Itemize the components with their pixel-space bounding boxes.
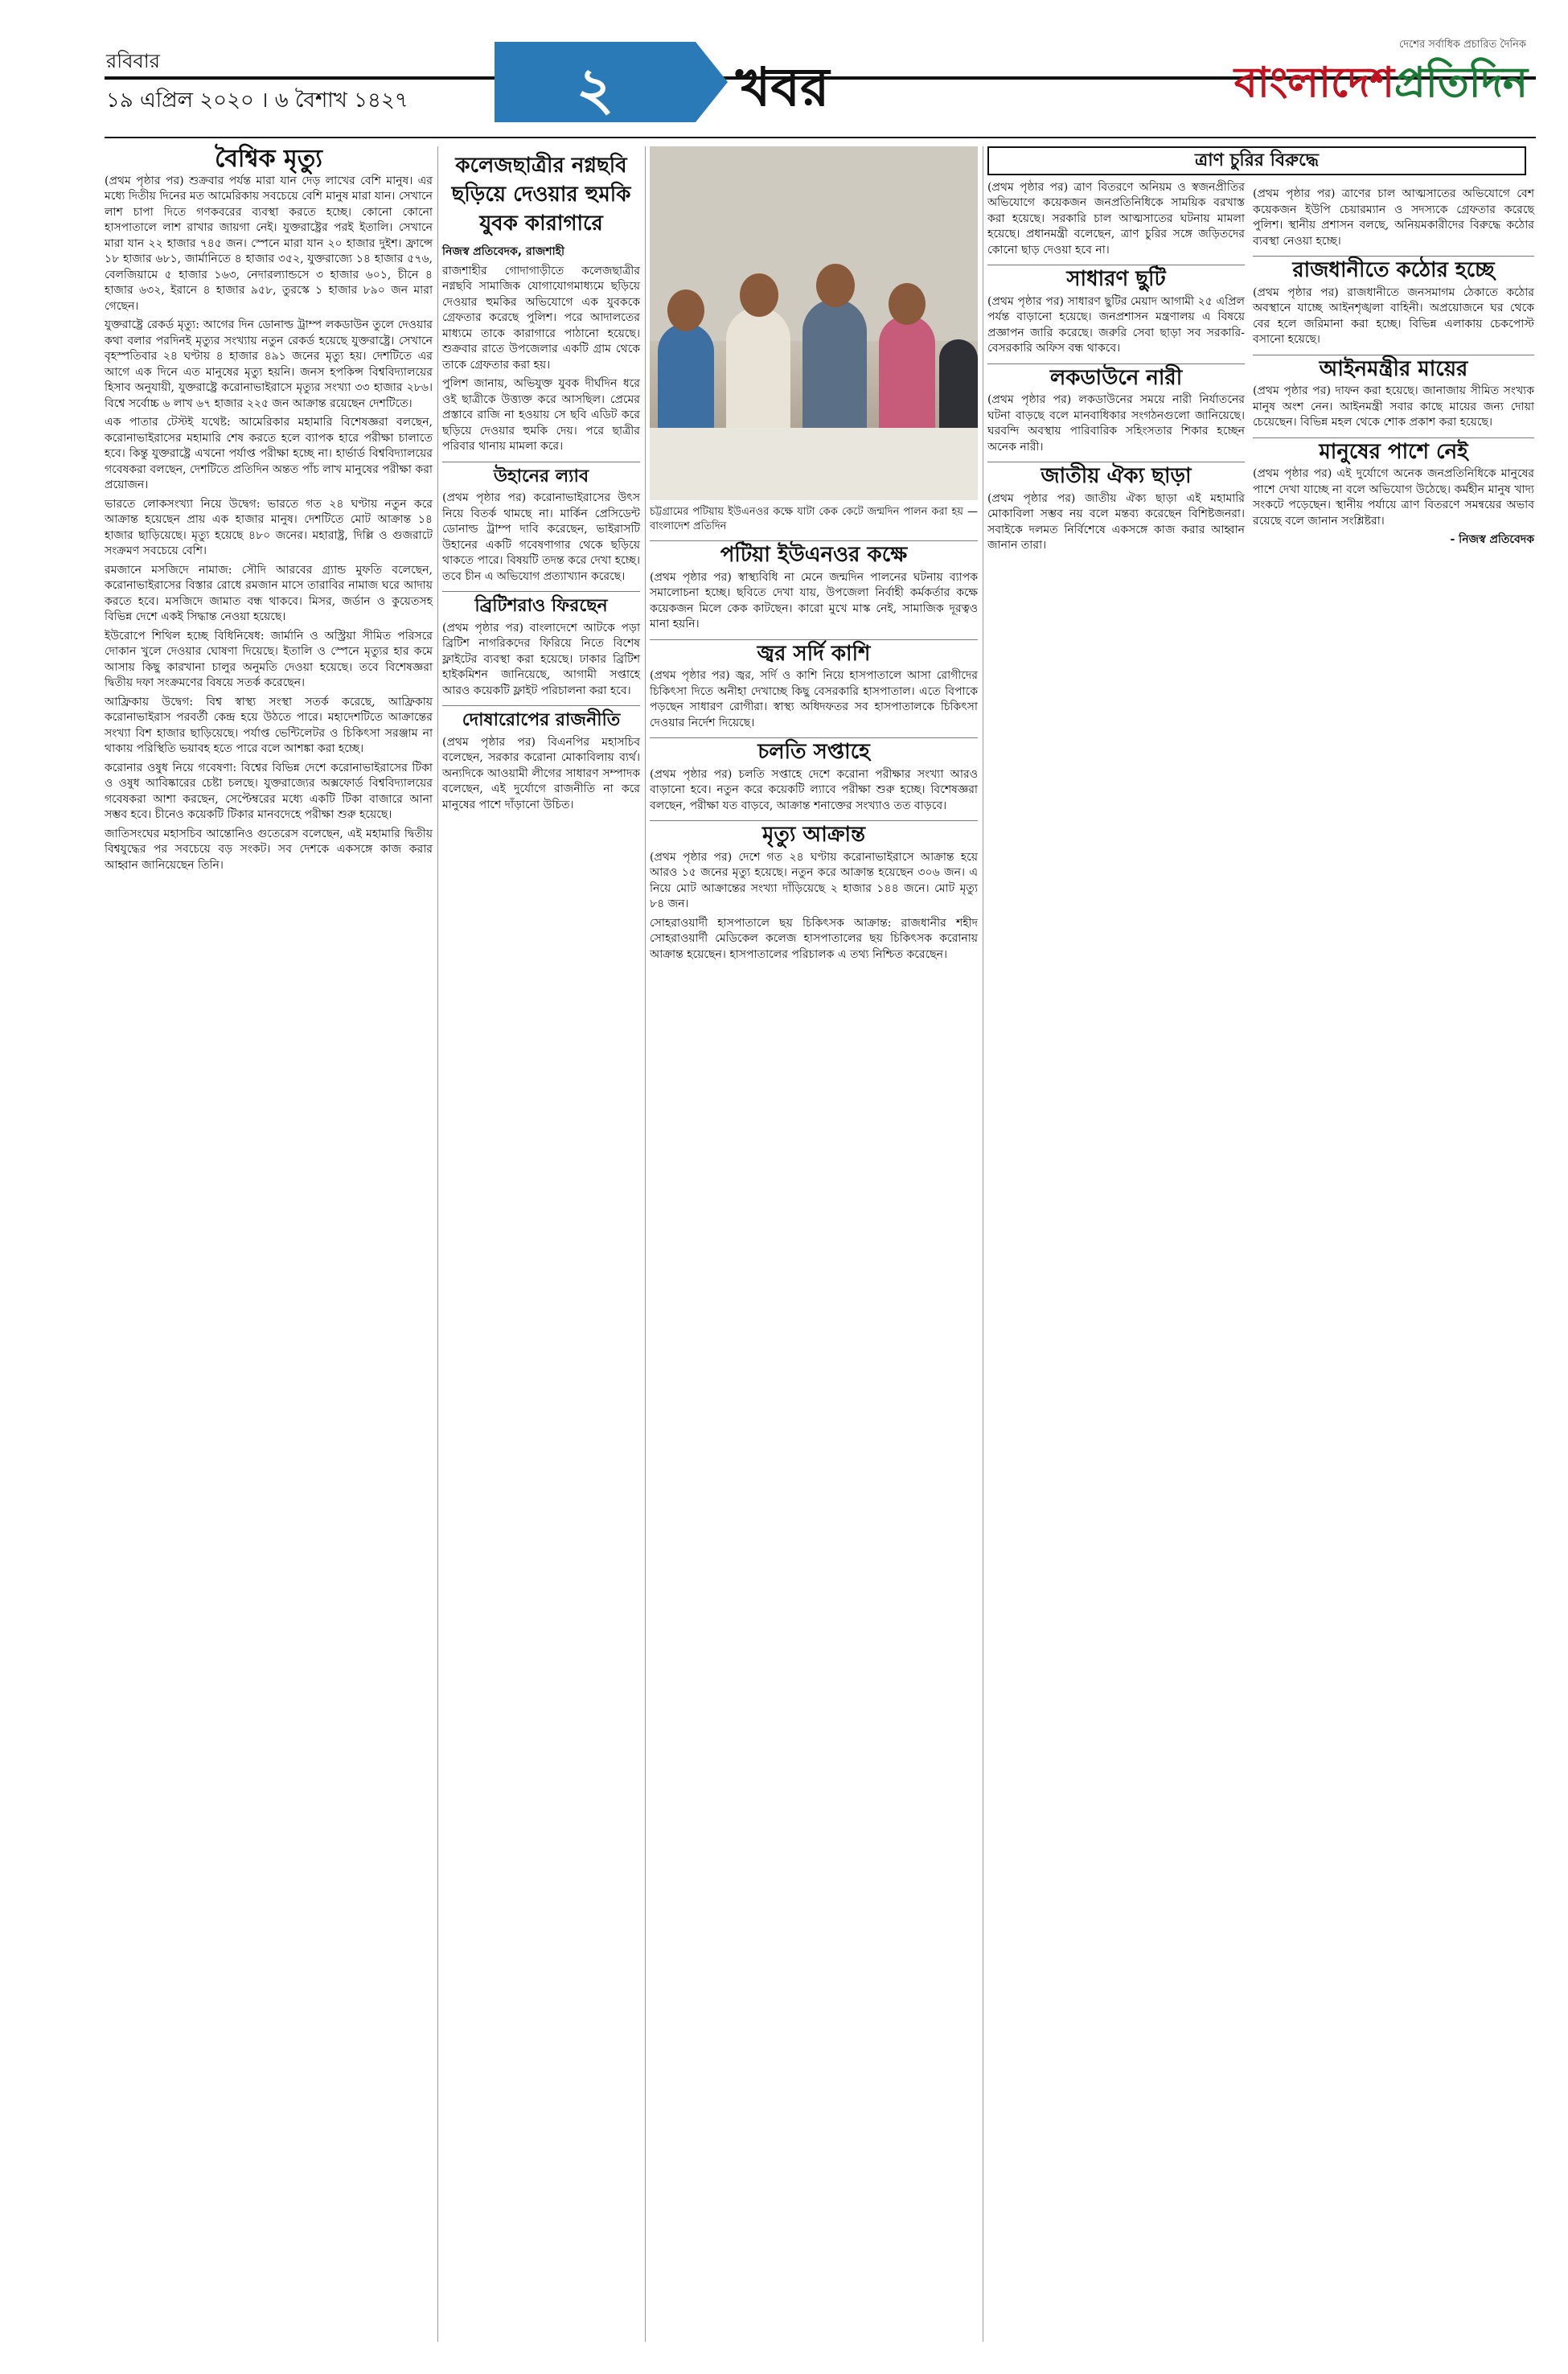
article-paragraph: (প্রথম পৃষ্ঠার পর) জ্বর, সর্দি ও কাশি নিয়ে হাসপাতালে আসা রোগীদের চিকিৎসা দিতে অনীহা দেখাচ্ছে কিছু বেসরকারি হাসপাতাল। এতে বিপাকে পড়ছেন সাধারণ রোগীরা। স্বাস্থ্য অধিদফতর সব হাসপাতালকে চিকিৎসা দেওয়ার নির্দেশ দিয়েছে। [650,669,978,729]
headline-this-week: চলতি সপ্তাহে [757,740,870,764]
column-divider [437,146,438,2342]
article-column-3 [650,146,978,966]
photo-person-head [667,290,704,331]
headline-capital-strict: রাজধানীতে কঠোর হচ্ছে [1292,258,1495,282]
article-paragraph: (প্রথম পৃষ্ঠার পর) ত্রাণ বিতরণে অনিয়ম ও স্বজনপ্রীতির অভিযোগে কয়েকজন জনপ্রতিনিধিকে সাময়িক বরখাস্ত করা হয়েছে। সরকারি চাল আত্মসাতের ঘটনায় মামলা হয়েছে। প্রধানমন্ত্রী বলেছেন, ত্রাণ চুরির সঙ্গে জড়িতদের কোনো ছাড় দেওয়া হবে না। [987,180,1245,257]
logo-part2: প্রতিদিন [1394,59,1528,107]
section-title: খবর [736,55,830,118]
article-paragraph: (প্রথম পৃষ্ঠার পর) বিএনপির মহাসচিব বলেছেন, সরকার করোনা মোকাবিলায় ব্যর্থ। অন্যদিকে আওয়ামী লীগের সাধারণ সম্পাদক বলেছেন, এই দুর্যোগে রাজনীতি না করে মানুষের পাশে দাঁড়ানো উচিত। [442,735,640,811]
article-column-5 [1253,187,1534,552]
article-paragraph: (প্রথম পৃষ্ঠার পর) বাংলাদেশে আটকে পড়া ব্রিটিশ নাগরিকদের ফিরিয়ে নিতে বিশেষ ফ্লাইটের ব্যবস্থা করা হয়েছে। ঢাকার ব্রিটিশ হাইকমিশন জানিয়েছে, আগামী সপ্তাহে আরও কয়েকটি ফ্লাইট পরিচালনা করা হবে। [442,621,640,697]
article-paragraph: ইউরোপে শিথিল হচ্ছে বিধিনিষেধ: জার্মানি ও অস্ট্রিয়া সীমিত পরিসরে দোকান খুলে দেওয়ার ঘোষণা দিয়েছে। ইতালি ও স্পেনে মৃত্যুর হার কমে আসায় কিছু কারখানা চালুর অনুমতি দেওয়া হয়েছে। তবে বিশেষজ্ঞরা দ্বিতীয় দফা সংক্রমণের বিষয়ে সতর্ক করেছেন। [105,629,433,689]
headline-general-holiday: সাধারণ ছুটি [1066,267,1166,291]
page-number: ২ [576,54,614,122]
divider [1253,256,1534,257]
divider [1253,437,1534,438]
headline-global-deaths: বৈশ্বিক মৃত্যু [215,145,322,173]
photo-person-head [889,283,926,325]
article-paragraph: (প্রথম পৃষ্ঠার পর) দাফন করা হয়েছে। জানাজায় সীমিত সংখ্যক মানুষ অংশ নেন। আইনমন্ত্রী সবার কাছে মায়ের জন্য দোয়া চেয়েছেন। বিভিন্ন মহল থেকে শোক প্রকাশ করা হয়েছে। [1253,384,1534,429]
divider [442,591,640,592]
headline-national-unity: জাতীয় ঐক্য ছাড়া [1041,464,1192,488]
divider [650,639,978,640]
issue-date: ১৯ এপ্রিল ২০২০ । ৬ বৈশাখ ১৪২৭ [106,88,408,113]
page-number-box [495,42,696,122]
article-paragraph: করোনার ওষুধ নিয়ে গবেষণা: বিশ্বের বিভিন্ন দেশে করোনাভাইরাসের টিকা ও ওষুধ আবিষ্কারের চেষ্টা চলছে। যুক্তরাজ্যের অক্সফোর্ড বিশ্ববিদ্যালয়ের গবেষকরা আশা করছেন, সেপ্টেম্বরের মধ্যে একটি টিকা বাজারে আনা সম্ভব হবে। চীনেও কয়েকটি টিকার মানবদেহে পরীক্ষা শুরু হয়েছে। [105,761,433,821]
photo-person-head [740,273,778,317]
masthead-rule-bottom [105,137,1536,138]
divider [650,820,978,821]
article-paragraph: এক পাতার টেস্টই যথেষ্ট: আমেরিকার মহামারি বিশেষজ্ঞরা বলছেন, করোনাভাইরাসের মহামারি শেষ করতে হলে ব্যাপক হারে পরীক্ষা চালাতে হবে। কিন্তু যুক্তরাষ্ট্রে এখনো পর্যাপ্ত পরীক্ষা হচ্ছে না। হার্ভার্ড বিশ্ববিদ্যালয়ের গবেষকরা বলছেন, দেশটিতে প্রতিদিন অন্তত পাঁচ লাখ মানুষের পরীক্ষা করা প্রয়োজন। [105,416,433,491]
headline-fever-cold-cough: জ্বর সর্দি কাশি [757,641,871,666]
divider [650,540,978,541]
article-paragraph: (প্রথম পৃষ্ঠার পর) সাধারণ ছুটির মেয়াদ আগামী ২৫ এপ্রিল পর্যন্ত বাড়ানো হয়েছে। জনপ্রশাসন মন্ত্রণালয় এ বিষয়ে প্রজ্ঞাপন জারি করেছে। জরুরি সেবা ছাড়া সব সরকারি-বেসরকারি অফিস বন্ধ থাকবে। [987,294,1245,355]
article-paragraph: (প্রথম পৃষ্ঠার পর) লকডাউনের সময়ে নারী নির্যাতনের ঘটনা বাড়ছে বলে মানবাধিকার সংগঠনগুলো জানিয়েছে। ঘরবন্দি অবস্থায় পারিবারিক সহিংসতার শিকার হচ্ছেন অনেক নারী। [987,393,1245,454]
article-paragraph: জাতিসংঘের মহাসচিব আন্তোনিও গুতেরেস বলেছেন, এই মহামারি দ্বিতীয় বিশ্বযুদ্ধের পর সবচেয়ে বড় সংকট। সব দেশকে একসঙ্গে কাজ করার আহ্বান জানিয়েছেন তিনি। [105,827,433,872]
issue-day: রবিবার [106,50,160,72]
article-paragraph: (প্রথম পৃষ্ঠার পর) চলতি সপ্তাহে দেশে করোনা পরীক্ষার সংখ্যা আরও বাড়ানো হবে। নতুন করে কয়েকটি ল্যাবে পরীক্ষা শুরু হচ্ছে। বিশেষজ্ঞরা বলছেন, পরীক্ষা যত বাড়বে, আক্রান্ত শনাক্তের সংখ্যাও তত বাড়বে। [650,767,978,812]
news-photo-birthday-cake [650,146,978,500]
logo-tagline: দেশের সর্বাধিক প্রচারিত দৈনিক [1398,39,1526,51]
photo-person-head [816,264,855,307]
divider [650,737,978,738]
article-paragraph: সোহরাওয়ার্দী হাসপাতালে ছয় চিকিৎসক আক্রান্ত: রাজধানীর শহীদ সোহরাওয়ার্দী মেডিকেল কলেজ হাসপাতালের ছয় চিকিৎসক করোনায় আক্রান্ত হয়েছেন। হাসপাতালের পরিচালক এ তথ্য নিশ্চিত করেছেন। [650,916,978,961]
byline: নিজস্ব প্রতিবেদক, রাজশাহী [442,245,564,258]
article-paragraph: পুলিশ জানায়, অভিযুক্ত যুবক দীর্ঘদিন ধরে ওই ছাত্রীকে উত্ত্যক্ত করে আসছিল। প্রেমের প্রস্তাবে রাজি না হওয়ায় সে ছবি এডিট করে ছড়িয়ে দেওয়ার হুমকি দেয়। পরে ছাত্রীর পরিবার থানায় মামলা করে। [442,377,640,453]
article-global-deaths [105,146,433,877]
article-paragraph: (প্রথম পৃষ্ঠার পর) জাতীয় ঐক্য ছাড়া এই মহামারি মোকাবিলা সম্ভব নয় বলে মন্তব্য করেছেন বিশিষ্টজনরা। সবাইকে দলমত নির্বিশেষে একসঙ্গে কাজ করার আহ্বান জানান তারা। [987,491,1245,552]
photo-table [650,428,978,500]
headline-women-lockdown: লকডাউনে নারী [1049,365,1183,390]
headline-not-beside-people: মানুষের পাশে নেই [1319,439,1468,464]
headline-death-infected: মৃত্যু আক্রান্ত [761,823,866,847]
article-paragraph: (প্রথম পৃষ্ঠার পর) রাজধানীতে জনসমাগম ঠেকাতে কঠোর অবস্থানে যাচ্ছে আইনশৃঙ্খলা বাহিনী। অপ্রয়োজনে ঘর থেকে বের হলে জরিমানা করা হচ্ছে। বিভিন্ন এলাকায় চেকপোস্ট বসানো হয়েছে। [1253,285,1534,346]
article-column-2 [442,146,640,816]
byline: - নিজস্ব প্রতিবেদক [1450,533,1534,546]
headline-relief-theft: ত্রাণ চুরির বিরুদ্ধে [987,146,1526,175]
logo-part1: বাংলাদেশ [1233,59,1395,107]
headline-wuhan-lab: উহানের ল্যাব [493,466,589,487]
divider [442,705,640,706]
article-paragraph: আফ্রিকায় উদ্বেগ: বিশ্ব স্বাস্থ্য সংস্থা সতর্ক করেছে, আফ্রিকায় করোনাভাইরাস পরবর্তী কেন্দ্র হয়ে উঠতে পারে। মহাদেশটিতে আক্রান্তের সংখ্যা বিশ হাজার ছাড়িয়েছে। পর্যাপ্ত ভেন্টিলেটর ও চিকিৎসা সরঞ্জাম না থাকায় পরিস্থিতি ভয়াবহ হতে পারে বলে আশঙ্কা করা হচ্ছে। [105,695,433,755]
article-paragraph: (প্রথম পৃষ্ঠার পর) দেশে গত ২৪ ঘণ্টায় করোনাভাইরাসে আক্রান্ত হয়ে আরও ১৫ জনের মৃত্যু হয়েছে। নতুন করে আক্রান্ত হয়েছেন ৩০৬ জন। এ নিয়ে মোট আক্রান্তের সংখ্যা দাঁড়িয়েছে ২ হাজার ১৪৪ জনে। মোট মৃত্যু ৮৪ জন। [650,850,978,910]
article-paragraph: (প্রথম পৃষ্ঠার পর) স্বাস্থ্যবিধি না মেনে জন্মদিন পালনের ঘটনায় ব্যাপক সমালোচনা হচ্ছে। ছবিতে দেখা যায়, উপজেলা নির্বাহী কর্মকর্তার কক্ষে কয়েকজন মিলে কেক কাটছেন। কারো মুখে মাস্ক নেই, সামাজিক দূরত্বও মানা হয়নি। [650,570,978,630]
column-divider [645,146,646,2342]
article-paragraph: যুক্তরাষ্ট্রে রেকর্ড মৃত্যু: আগের দিন ডোনাল্ড ট্রাম্প লকডাউন তুলে দেওয়ার কথা বলার পরদিনই মৃত্যুর সংখ্যায় নতুন রেকর্ড হয়েছে যুক্তরাষ্ট্রে। সেখানে বৃহস্পতিবার ২৪ ঘণ্টায় ৪ হাজার ৪৯১ জনের মৃত্যু হয়। দেশটিতে এর আগে এক দিনে এত মানুষের মৃত্যু হয়নি। জনস হপকিন্স বিশ্ববিদ্যালয়ের হিসাব অনুযায়ী, যুক্তরাষ্ট্রে করোনাভাইরাসে মৃত্যুর সংখ্যা ৩৩ হাজার ২৮৬। বিশ্বে সর্বোচ্চ ৬ লাখ ৬৭ হাজার ২২৫ জন আক্রান্ত রয়েছেন দেশটিতে। [105,318,433,410]
newspaper-logo [1234,50,1528,120]
headline-british-return: ব্রিটিশরাও ফিরছেন [474,596,608,616]
article-paragraph: (প্রথম পৃষ্ঠার পর) এই দুর্যোগে অনেক জনপ্রতিনিধিকে মানুষের পাশে দেখা যাচ্ছে না বলে অভিযোগ উঠেছে। কর্মহীন মানুষ খাদ্য সংকটে পড়েছেন। স্থানীয় পর্যায়ে ত্রাণ বিতরণে সমন্বয়ের অভাব রয়েছে বলে জানান সংশ্লিষ্টরা। [1253,467,1534,528]
article-column-4 [987,146,1319,557]
article-paragraph: ভারতে লোকসংখ্যা নিয়ে উদ্বেগ: ভারতে গত ২৪ ঘণ্টায় নতুন করে আক্রান্ত হয়েছেন প্রায় এক হাজার মানুষ। দেশটিতে মোট আক্রান্ত ১৪ হাজার ছাড়িয়েছে। মৃত্যু হয়েছে ৪৮০ জনের। মহারাষ্ট্র, দিল্লি ও গুজরাটে সংক্রমণ সবচেয়ে বেশি। [105,497,433,557]
article-paragraph: রমজানে মসজিদে নামাজ: সৌদি আরবের গ্র্যান্ড মুফতি বলেছেন, করোনাভাইরাসের বিস্তার রোধে রমজান মাসে তারাবির নামাজ ঘরে আদায় করতে হবে। মসজিদে জামাত বন্ধ থাকবে। মিসর, জর্ডান ও কুয়েতসহ বিভিন্ন দেশে একই সিদ্ধান্ত নেওয়া হয়েছে। [105,563,433,623]
article-paragraph: রাজশাহীর গোদাগাড়ীতে কলেজছাত্রীর নগ্নছবি সামাজিক যোগাযোগমাধ্যমে ছড়িয়ে দেওয়ার হুমকির অভিযোগে এক যুবককে গ্রেফতার করেছে পুলিশ। পরে আদালতের মাধ্যমে তাকে কারাগারে পাঠানো হয়েছে। শুক্রবার রাতে উপজেলার একটি গ্রাম থেকে তাকে গ্রেফতার করা হয়। [442,264,640,372]
headline-college-student: কলেজছাত্রীর নগ্নছবি ছড়িয়ে দেওয়ার হুমকি যুবক কারাগারে [451,154,631,236]
photo-caption: চট্টগ্রামের পটিয়ায় ইউএনওর কক্ষে যাটা কেক কেটে জন্মদিন পালন করা হয় —বাংলাদেশ প্রতিদিন [650,506,978,532]
article-paragraph: (প্রথম পৃষ্ঠার পর) ত্রাণের চাল আত্মসাতের অভিযোগে বেশ কয়েকজন ইউপি চেয়ারম্যান ও সদস্যকে গ্রেফতার করেছে পুলিশ। স্থানীয় প্রশাসন বলছে, অনিয়মকারীদের বিরুদ্ধে কঠোর ব্যবস্থা নেওয়া হচ্ছে। [1253,187,1534,248]
article-paragraph: (প্রথম পৃষ্ঠার পর) শুক্রবার পর্যন্ত মারা যান দেড় লাখের বেশি মানুষ। এর মধ্যে দিতীয় দিনের মত আমেরিকায় সবচেয়ে বেশি মানুষ মারা যান। সেখানে লাশ চাপা দিতে গণকবরের ব্যবস্থা করতে হচ্ছে। কোনো কোনো হাসপাতালে লাশ রাখার জায়গা নেই। যুক্তরাষ্ট্রের পরই ইতালি। সেখানে মারা যান ২২ হাজার ৭৪৫ জন। স্পেনে মারা যান ২০ হাজার দুইশ। ফ্রান্সে ১৮ হাজার ৬৮১, জার্মানিতে ৪ হাজার ৩৫২, যুক্তরাজ্যে ১৪ হাজার ৫৭৬, বেলজিয়ামে ৫ হাজার ১৬৩, নেদারল্যান্ডসে ৩ হাজার ৬০১, চীনে ৪ হাজার ৬৩২, ইরানে ৪ হাজার ৯৫৮, তুরস্কে ১ হাজার ৮৯০ জন মারা গেছেন। [105,174,433,313]
headline-patiya-uno: পটিয়া ইউএনওর কক্ষে [720,543,908,567]
article-paragraph: (প্রথম পৃষ্ঠার পর) করোনাভাইরাসের উৎস নিয়ে বিতর্ক থামছে না। মার্কিন প্রেসিডেন্ট ডোনাল্ড ট্রাম্প দাবি করেছেন, ভাইরাসটি উহানের একটি গবেষণাগার থেকে ছড়িয়ে থাকতে পারে। বিষয়টি তদন্ত করে দেখা হচ্ছে। তবে চীন এ অভিযোগ প্রত্যাখ্যান করেছে। [442,491,640,583]
headline-law-minister-mother: আইনমন্ত্রীর মায়ের [1319,356,1468,381]
divider [987,363,1245,364]
headline-blame-politics: দোষারোপের রাজনীতি [462,710,621,730]
page-number-arrow [696,42,728,122]
masthead [0,0,1568,138]
